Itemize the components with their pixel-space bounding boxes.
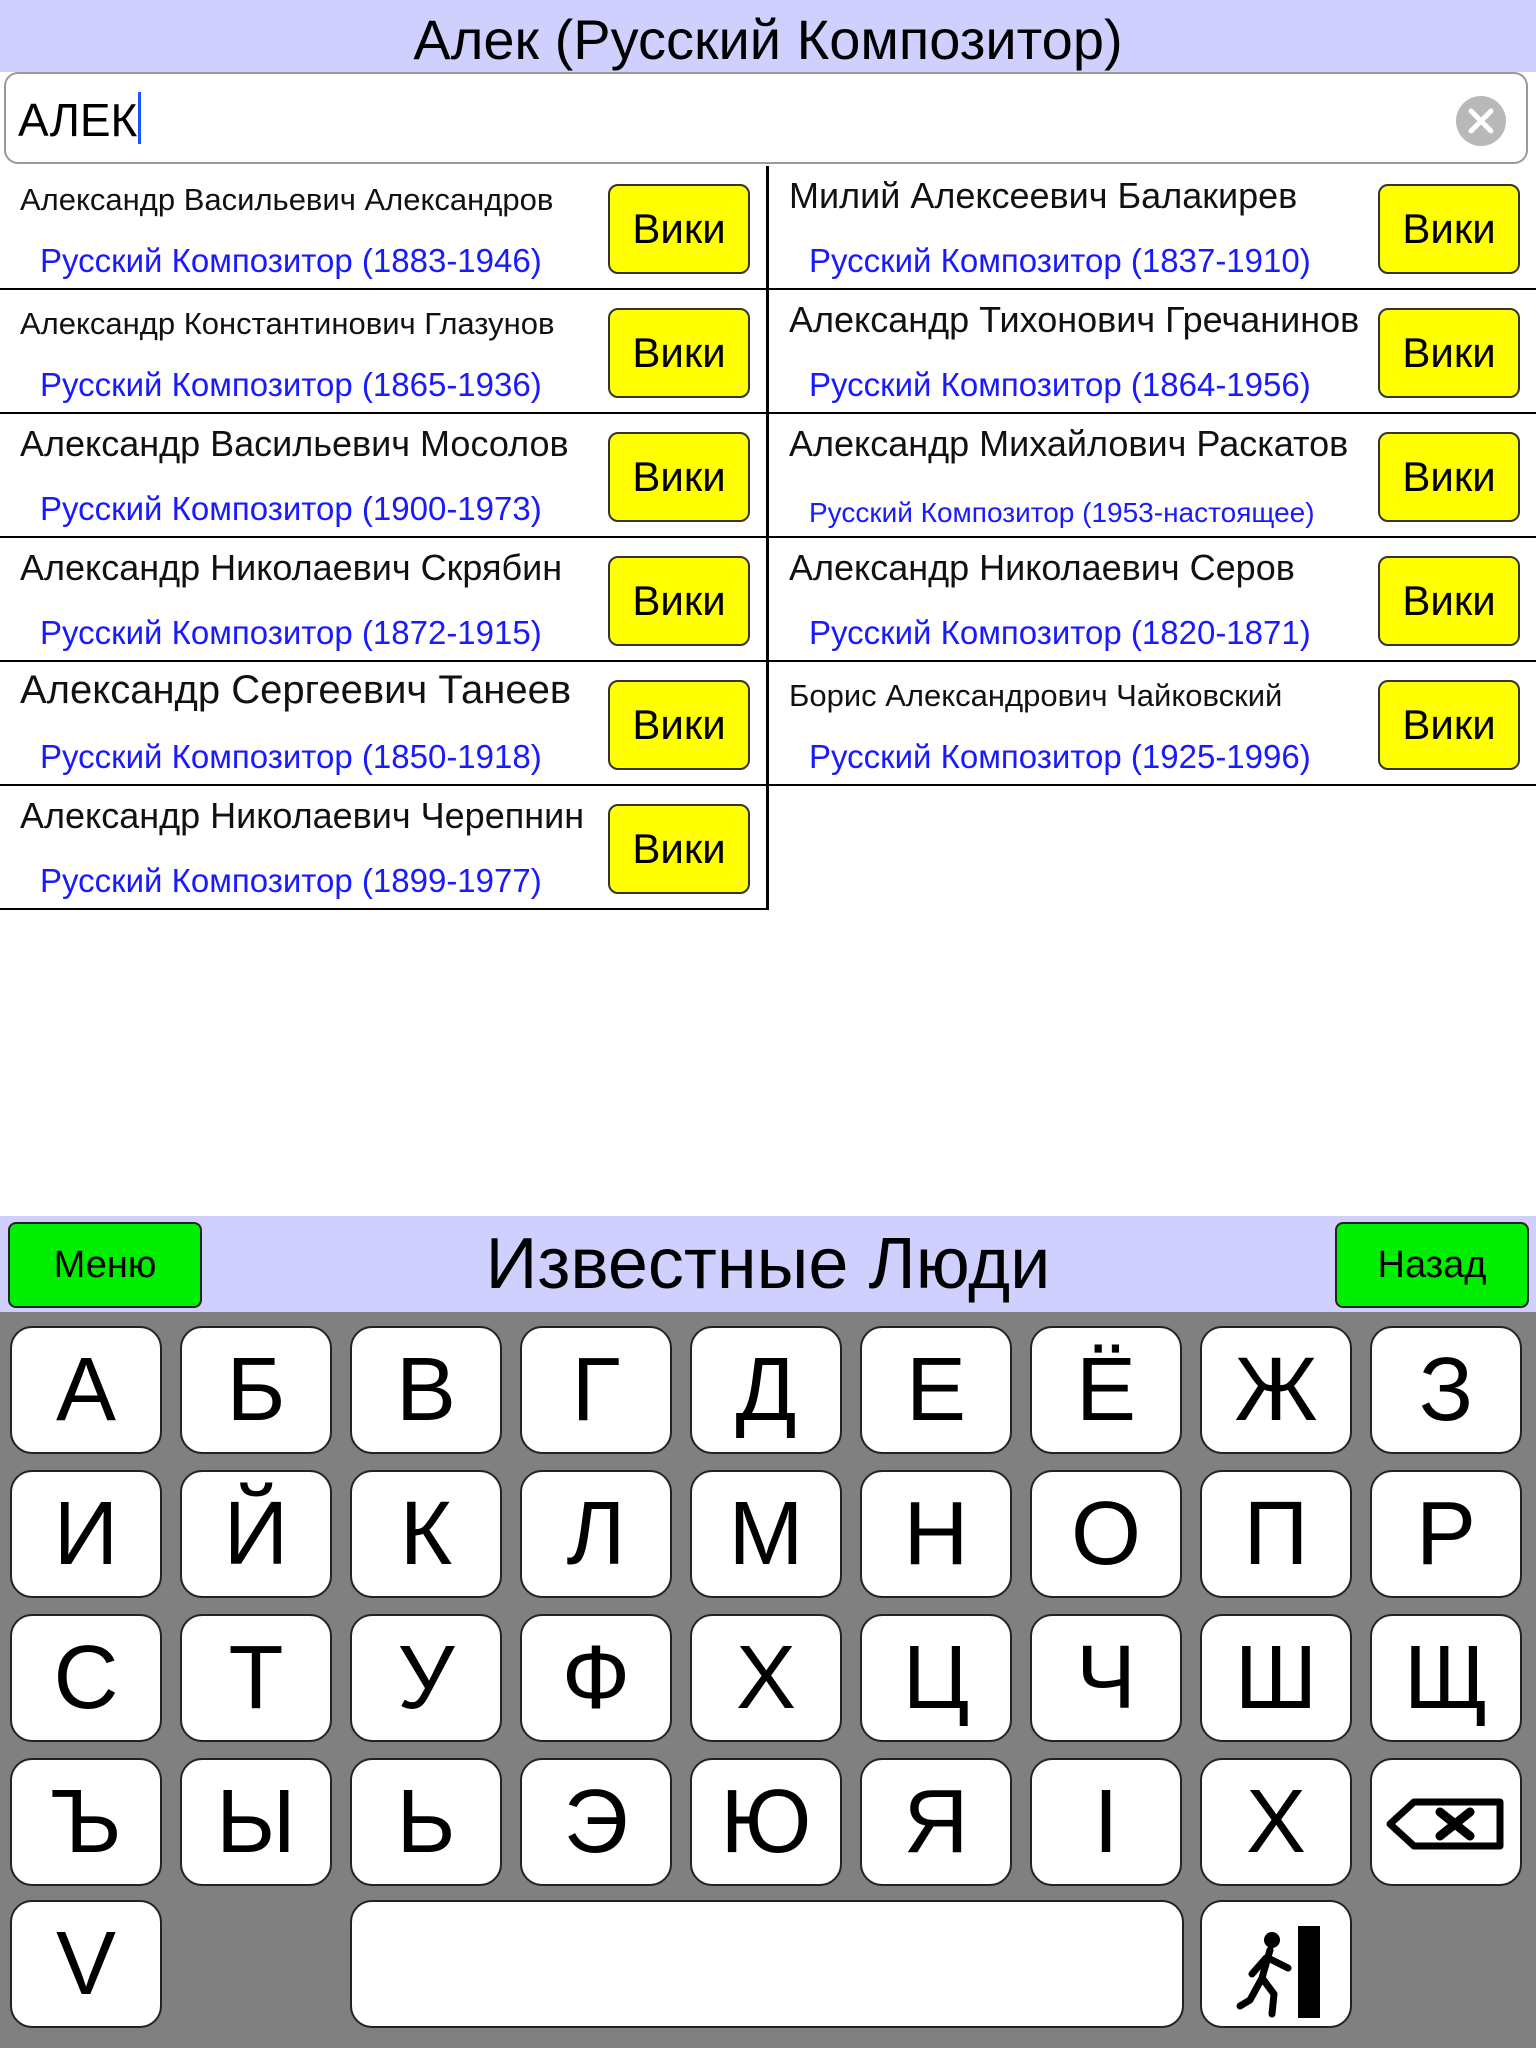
key-letter[interactable]: Ж: [1200, 1326, 1352, 1454]
result-item[interactable]: [0, 290, 766, 414]
result-item[interactable]: [769, 538, 1536, 662]
result-description: Русский Композитор (1872-1915): [40, 614, 542, 651]
result-description: Русский Композитор (1864-1956): [809, 366, 1311, 403]
search-value: АЛЕК: [18, 94, 138, 146]
key-letter[interactable]: К: [350, 1470, 502, 1598]
key-letter[interactable]: А: [10, 1326, 162, 1454]
key-letter[interactable]: Э: [520, 1758, 672, 1886]
result-name: Милий Алексеевич Балакирев: [789, 175, 1298, 216]
result-name: Александр Сергеевич Танеев: [20, 668, 572, 712]
result-name: Александр Тихонович Гречанинов: [789, 299, 1360, 340]
result-name: Александр Николаевич Серов: [789, 547, 1295, 588]
result-item[interactable]: [769, 166, 1536, 290]
keyboard: [0, 1312, 1536, 2048]
text-caret: [138, 92, 141, 144]
result-description: Русский Композитор (1865-1936): [40, 366, 542, 403]
key-letter[interactable]: Ц: [860, 1614, 1012, 1742]
title-bar: [0, 0, 1536, 72]
wiki-button[interactable]: Вики: [1378, 184, 1520, 274]
key-letter[interactable]: В: [350, 1326, 502, 1454]
space-key[interactable]: [350, 1900, 1184, 2028]
key-letter[interactable]: Ы: [180, 1758, 332, 1886]
key-letter[interactable]: Ш: [1200, 1614, 1352, 1742]
key-letter[interactable]: Е: [860, 1326, 1012, 1454]
result-name: Александр Константинович Глазунов: [20, 306, 555, 341]
key-letter[interactable]: Д: [690, 1326, 842, 1454]
key-letter[interactable]: Й: [180, 1470, 332, 1598]
result-item[interactable]: [0, 786, 766, 910]
key-letter[interactable]: С: [10, 1614, 162, 1742]
key-letter[interactable]: Л: [520, 1470, 672, 1598]
wiki-button[interactable]: Вики: [608, 308, 750, 398]
search-input[interactable]: [4, 72, 1528, 164]
result-description: Русский Композитор (1899-1977): [40, 862, 542, 899]
key-letter[interactable]: Х: [690, 1614, 842, 1742]
clear-circle-x-icon[interactable]: [1454, 94, 1508, 148]
search-value-wrap: [18, 92, 141, 148]
wiki-button[interactable]: Вики: [608, 804, 750, 894]
exit-door-icon: [1202, 1902, 1354, 2030]
key-letter[interactable]: И: [10, 1470, 162, 1598]
wiki-button[interactable]: Вики: [608, 184, 750, 274]
key-letter[interactable]: О: [1030, 1470, 1182, 1598]
key-letter[interactable]: Г: [520, 1326, 672, 1454]
key-letter[interactable]: Ь: [350, 1758, 502, 1886]
result-name: Александр Михайлович Раскатов: [789, 423, 1349, 464]
key-letter[interactable]: Х: [1200, 1758, 1352, 1886]
key-letter[interactable]: П: [1200, 1470, 1352, 1598]
back-button[interactable]: Назад: [1335, 1222, 1529, 1308]
wiki-button[interactable]: Вики: [608, 556, 750, 646]
key-letter[interactable]: Ю: [690, 1758, 842, 1886]
wiki-button[interactable]: Вики: [1378, 680, 1520, 770]
key-letter[interactable]: Ъ: [10, 1758, 162, 1886]
key-letter[interactable]: Щ: [1370, 1614, 1522, 1742]
key-letter[interactable]: Я: [860, 1758, 1012, 1886]
result-item[interactable]: [769, 290, 1536, 414]
exit-key[interactable]: [1200, 1900, 1352, 2028]
menu-button[interactable]: Меню: [8, 1222, 202, 1308]
key-letter[interactable]: З: [1370, 1326, 1522, 1454]
key-letter[interactable]: І: [1030, 1758, 1182, 1886]
result-description: Русский Композитор (1900-1973): [40, 490, 542, 527]
result-name: Александр Николаевич Черепнин: [20, 795, 585, 836]
result-item[interactable]: [0, 414, 766, 538]
key-letter[interactable]: Т: [180, 1614, 332, 1742]
wiki-button[interactable]: Вики: [1378, 308, 1520, 398]
backspace-key[interactable]: [1370, 1758, 1522, 1886]
result-description: Русский Композитор (1953-настоящее): [809, 497, 1315, 528]
result-name: Александр Николаевич Скрябин: [20, 547, 563, 588]
result-description: Русский Композитор (1925-1996): [809, 738, 1311, 775]
bottom-bar: [0, 1216, 1536, 1312]
page-title: Алек (Русский Композитор): [413, 8, 1123, 71]
result-item[interactable]: [0, 662, 766, 786]
key-letter[interactable]: Н: [860, 1470, 1012, 1598]
result-name: Борис Александрович Чайковский: [789, 678, 1283, 713]
key-v[interactable]: V: [10, 1900, 162, 2028]
backspace-icon: [1372, 1760, 1524, 1888]
wiki-button[interactable]: Вики: [1378, 432, 1520, 522]
column-divider: [766, 166, 769, 910]
result-description: Русский Композитор (1837-1910): [809, 242, 1311, 279]
result-item[interactable]: [769, 414, 1536, 538]
result-item[interactable]: [769, 662, 1536, 786]
result-item[interactable]: [0, 166, 766, 290]
wiki-button[interactable]: Вики: [608, 432, 750, 522]
key-letter[interactable]: М: [690, 1470, 842, 1598]
result-name: Александр Васильевич Александров: [20, 182, 554, 217]
result-description: Русский Композитор (1883-1946): [40, 242, 542, 279]
result-item[interactable]: [0, 538, 766, 662]
key-letter[interactable]: Ч: [1030, 1614, 1182, 1742]
key-letter[interactable]: Р: [1370, 1470, 1522, 1598]
key-letter[interactable]: Б: [180, 1326, 332, 1454]
result-description: Русский Композитор (1820-1871): [809, 614, 1311, 651]
result-name: Александр Васильевич Мосолов: [20, 423, 569, 464]
wiki-button[interactable]: Вики: [608, 680, 750, 770]
key-letter[interactable]: Ё: [1030, 1326, 1182, 1454]
key-letter[interactable]: Ф: [520, 1614, 672, 1742]
key-letter[interactable]: У: [350, 1614, 502, 1742]
result-description: Русский Композитор (1850-1918): [40, 738, 542, 775]
bottom-title: Известные Люди: [485, 1224, 1051, 1304]
wiki-button[interactable]: Вики: [1378, 556, 1520, 646]
